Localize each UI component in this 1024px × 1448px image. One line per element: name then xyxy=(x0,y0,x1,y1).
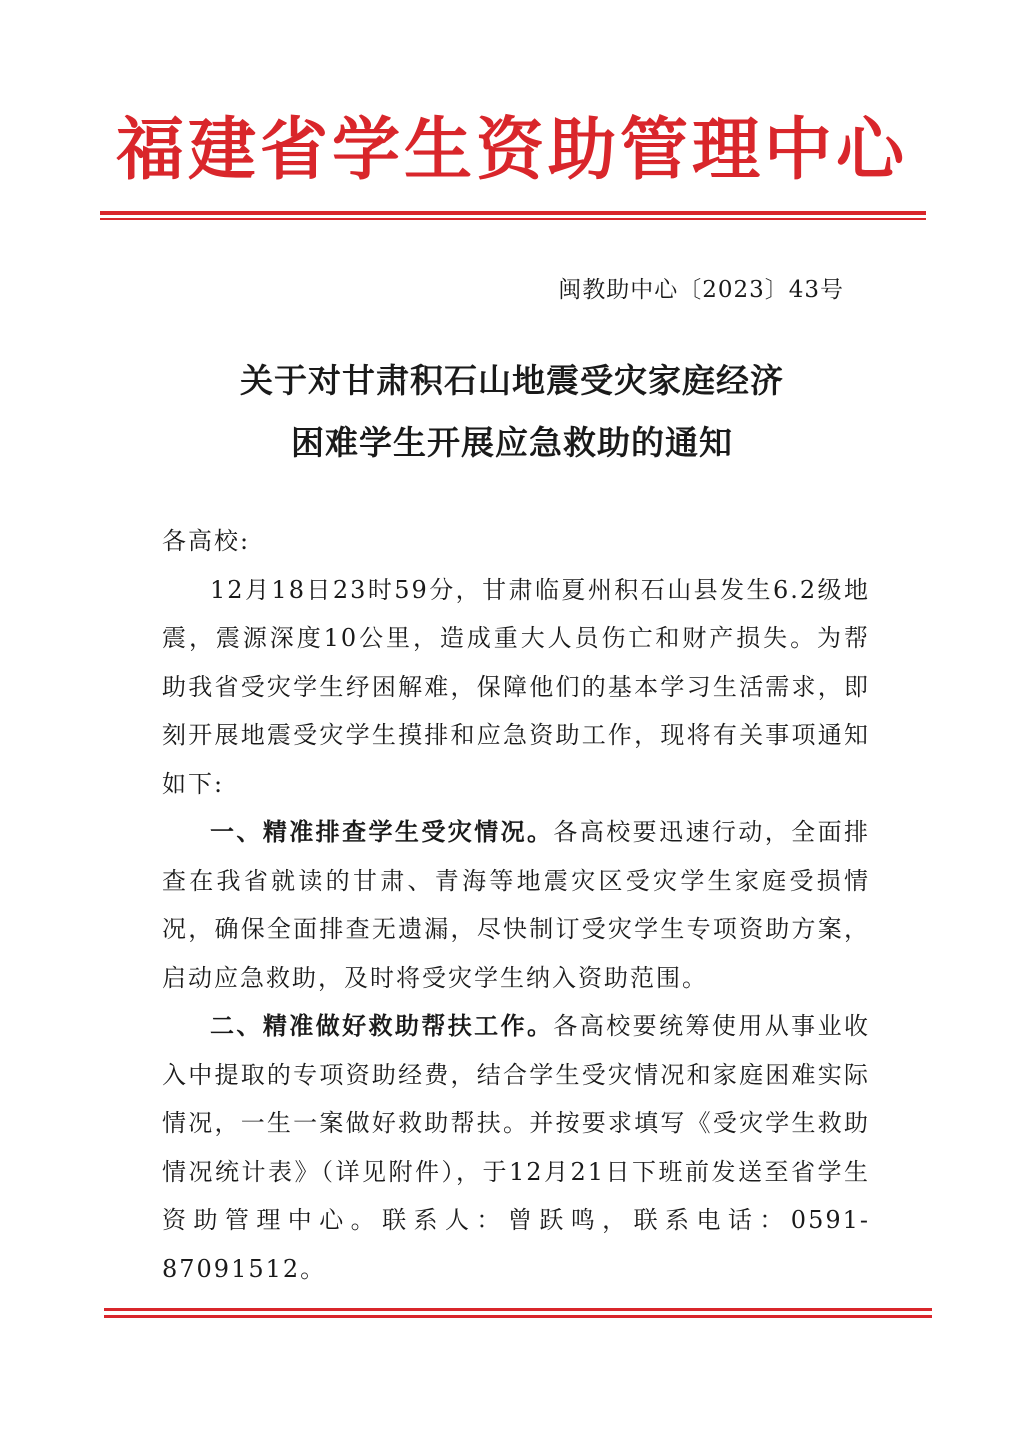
footer-red-divider xyxy=(104,1308,932,1318)
document-body xyxy=(162,517,870,1293)
document-title xyxy=(0,350,1024,474)
section-1-paragraph xyxy=(162,808,870,1002)
intro-paragraph: 12月18日23时59分，甘肃临夏州积石山县发生6.2级地震，震源深度10公里，造成重大人员伤亡和财产损失。为帮助我省受灾学生纾困解难，保障他们的基本学习生活需求，即刻开展地震受灾学生摸排和应急资助工作，现将有关事项通知如下: xyxy=(162,575,870,798)
document-title-line-1: 关于对甘肃积石山地震受灾家庭经济 xyxy=(240,361,784,400)
issuing-organization-header: 福建省学生资助管理中心 xyxy=(115,110,908,190)
header-red-divider xyxy=(100,211,926,220)
section-2-text: 各高校要统筹使用从事业收入中提取的专项资助经费，结合学生受灾情况和家庭困难实际情况，一生一案做好救助帮扶。并按要求填写《受灾学生救助情况统计表》（详见附件），于12月21日下班前发送至省学生资助管理中心。联系人：曾跃鸣，联系电话：0591-87091512。 xyxy=(162,1012,871,1283)
document-title-line-2: 困难学生开展应急救助的通知 xyxy=(291,423,733,462)
salutation: 各高校: xyxy=(162,527,251,555)
section-2-paragraph xyxy=(162,1002,870,1293)
section-1-text: 各高校要迅速行动，全面排查在我省就读的甘肃、青海等地震灾区受灾学生家庭受损情况，确保全面排查无遗漏，尽快制订受灾学生专项资助方案，启动应急救助，及时将受灾学生纳入资助范围。 xyxy=(162,818,871,992)
document-number: 闽教助中心〔2023〕43号 xyxy=(558,277,844,303)
section-2-heading: 二、精准做好救助帮扶工作。 xyxy=(210,1011,554,1040)
section-1-heading: 一、精准排查学生受灾情况。 xyxy=(210,817,554,846)
